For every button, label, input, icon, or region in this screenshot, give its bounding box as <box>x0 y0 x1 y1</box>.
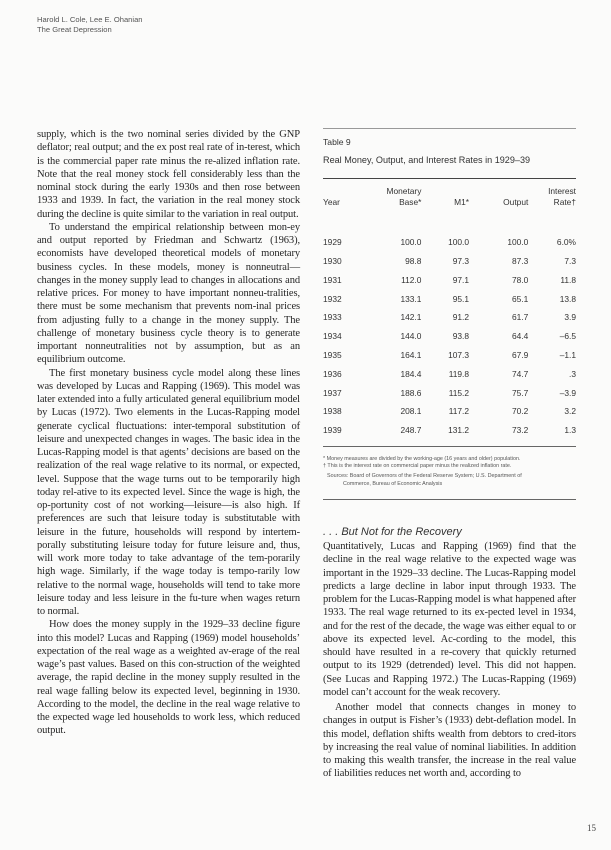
interest-rate-cell: 7.3 <box>564 255 576 266</box>
table-row <box>323 327 576 346</box>
year-cell: 1932 <box>323 293 342 304</box>
note-sources: Sources: Board of Governors of the Federal Reserve System; U.S. Department of <box>327 473 522 480</box>
col-header-monetary-base: Monetary Base* <box>386 186 422 207</box>
note-sources-cont: Commerce, Bureau of Economic Analysis <box>343 480 443 487</box>
m1-cell: 107.3 <box>448 349 470 360</box>
year-cell: 1931 <box>323 274 342 285</box>
table-row <box>323 289 576 308</box>
interest-rate-cell: –1.1 <box>559 349 576 360</box>
m1-cell: 100.0 <box>448 237 470 248</box>
m1-cell: 97.3 <box>452 255 470 266</box>
output-cell: 61.7 <box>512 312 529 323</box>
monetary-base-cell: 164.1 <box>400 349 422 360</box>
running-header <box>37 15 143 35</box>
header-authors: Harold L. Cole, Lee E. Ohanian <box>37 15 143 24</box>
table-spacer <box>323 214 576 233</box>
m1-cell: 93.8 <box>452 331 470 342</box>
col-header-interest-rate: Interest Rate† <box>548 186 576 207</box>
monetary-base-cell: 208.1 <box>400 406 422 417</box>
right-column-text <box>323 525 576 781</box>
paragraph: The first monetary business cycle model along these lines was developed by Lucas and Rapping (1969). This model was later extended into a fully articulated general equilibrium model by Lucas (1972). Two elements in the Lucas-Rapping model generate cyclical fluctuations: inter-temporal substitution of leisure and unexpected changes in wages. The basic idea in the Lucas-Rapping model is that agents’ decisions are based on the realization of the real wage relative to its normal, or expected, level. Suppose that the wage turns out to be temporarily high today rel-ative to its expected level. Since the wage is high, the op-portunity cost of not working—leisure—is also high. If preferences are such that leisure today is substitutable with leisure in the future, households will respond by intertem-porally substituting leisure today for future leisure and, thus, will work more today to take advantage of the tem-porarily high wage. Similarly, if the wage today is tempo-rarily low relative to the normal wage, households will tend to take more leisure today and less leisure in the fu-ture when wages return to normal. <box>37 367 300 617</box>
table-title: Real Money, Output, and Interest Rates in 1929–39 <box>323 155 531 165</box>
section-heading: . . . But Not for the Recovery <box>323 526 462 538</box>
table-row <box>323 233 576 252</box>
monetary-base-cell: 248.7 <box>400 425 422 436</box>
output-cell: 64.4 <box>512 331 529 342</box>
interest-rate-cell: –6.5 <box>559 331 576 342</box>
table-row <box>323 402 576 421</box>
m1-cell: 119.8 <box>448 368 470 379</box>
output-cell: 75.7 <box>512 387 529 398</box>
header-title: The Great Depression <box>37 25 112 34</box>
output-cell: 73.2 <box>512 425 529 436</box>
table-row <box>323 383 576 402</box>
table-9 <box>323 128 576 500</box>
table-row <box>323 270 576 289</box>
year-cell: 1929 <box>323 237 342 248</box>
interest-rate-cell: 1.3 <box>564 425 576 436</box>
output-cell: 67.9 <box>512 349 529 360</box>
interest-rate-cell: 13.8 <box>559 293 576 304</box>
table-row <box>323 252 576 271</box>
output-cell: 70.2 <box>512 406 529 417</box>
data-table <box>323 179 576 440</box>
monetary-base-cell: 188.6 <box>400 387 422 398</box>
monetary-base-cell: 144.0 <box>400 331 422 342</box>
table-bottom-rule <box>323 446 576 447</box>
year-cell: 1937 <box>323 387 342 398</box>
monetary-base-cell: 98.8 <box>405 255 422 266</box>
m1-cell: 97.1 <box>452 274 470 285</box>
paragraph: Another model that connects changes in money to changes in output is Fisher’s (1933) debt-deflation model. In this model, deflation shifts wealth from debtors to cred-itors by increasing the real value of nominal liabilities. In addition to making this wealth transfer, the increase in the real value of liabilities reduces net worth and, according to <box>323 702 576 780</box>
output-cell: 100.0 <box>507 237 529 248</box>
table-header-row <box>323 179 576 214</box>
monetary-base-cell: 112.0 <box>401 274 422 285</box>
output-cell: 87.3 <box>512 255 529 266</box>
year-cell: 1933 <box>323 312 342 323</box>
year-cell: 1936 <box>323 368 342 379</box>
m1-cell: 131.2 <box>448 425 470 436</box>
paragraph: To understand the empirical relationship between mon-ey and output reported by Friedman and Schwartz (1963), economists have developed theoretical models of monetary business cycles. In these models, money is nonneutral— changes in the money supply lead to changes in allocations and relative prices. For money to have important nonneu-tralities, there must be some mechanism that prevents nom-inal prices from adjusting fully to a change in the money supply. The challenge of monetary business cycle theory is to generate important nonneutralities not by assumption, but as an equilibrium outcome. <box>37 221 300 366</box>
table-row <box>323 421 576 440</box>
year-cell: 1934 <box>323 331 342 342</box>
col-header-year: Year <box>323 197 340 207</box>
table-body <box>323 214 576 440</box>
m1-cell: 91.2 <box>452 312 470 323</box>
table-row <box>323 346 576 365</box>
year-cell: 1938 <box>323 406 342 417</box>
note-money-measures: * Money measures are divided by the working-age (16 years and older) population. <box>323 455 521 462</box>
year-cell: 1939 <box>323 425 342 436</box>
interest-rate-cell: .3 <box>569 368 576 379</box>
page-number: 15 <box>587 823 596 833</box>
monetary-base-cell: 100.0 <box>400 237 422 248</box>
year-cell: 1935 <box>323 349 342 360</box>
interest-rate-cell: 3.9 <box>564 312 576 323</box>
interest-rate-cell: 3.2 <box>564 406 576 417</box>
m1-cell: 115.2 <box>448 387 470 398</box>
col-header-m1: M1* <box>454 197 470 207</box>
table-row <box>323 364 576 383</box>
output-cell: 74.7 <box>512 368 529 379</box>
output-cell: 65.1 <box>512 293 529 304</box>
col-header-output: Output <box>503 197 529 207</box>
year-cell: 1930 <box>323 255 342 266</box>
monetary-base-cell: 142.1 <box>400 312 422 323</box>
note-interest-rate: † This is the interest rate on commercial paper minus the realized inflation rate. <box>323 462 512 469</box>
table-label: Table 9 <box>323 137 351 147</box>
m1-cell: 95.1 <box>452 293 470 304</box>
table-row <box>323 308 576 327</box>
m1-cell: 117.2 <box>448 406 470 417</box>
monetary-base-cell: 133.1 <box>400 293 422 304</box>
paragraph: supply, which is the two nominal series divided by the GNP deflator; real output; and the ex post real rate of in-terest, which is the commercial paper rate minus the re-alized inflation rate. Note that the real money stock fell considerably less than the nominal stock during the early 1930s and then rose between 1933 and 1939. In fact, the variation in the real money stock during the decline is quite similar to the variation in real output. <box>37 129 300 220</box>
table-notes <box>323 456 576 489</box>
paragraph: How does the money supply in the 1929–33 decline figure into this model? Lucas and Rapping (1969) model households’ expectation of the real wage as a weighted av-erage of the real wage’s past values. Based on this con-struction of the weighted average, the rapid decline in the money supply resulted in the real wage falling below its expected level, beginning in 1930. According to the model, the decline in the real wage relative to the expected wage led households to work less, which reduced output. <box>37 619 300 737</box>
interest-rate-cell: –3.9 <box>559 387 576 398</box>
interest-rate-cell: 6.0% <box>556 237 576 248</box>
left-column <box>37 128 300 738</box>
monetary-base-cell: 184.4 <box>400 368 422 379</box>
table-top-rule <box>323 128 576 129</box>
output-cell: 78.0 <box>512 274 529 285</box>
notes-bottom-rule <box>323 499 576 500</box>
paragraph: Quantitatively, Lucas and Rapping (1969) find that the decline in the real wage relative to the expected wage was important in the 1929–33 decline. The Lucas-Rapping model predicts a large decline in labor input through 1933. The problem for the Lucas-Rapping model is what happened after 1933. The real wage returned to its ex-pected level in 1934, and for the rest of the decade, the wage was either equal to or above its expected level. Ac-cording to the model, this should have resulted in a re-covery that quickly returned output to its 1929 (detrended) level. This did not happen. (See Lucas and Rapping 1972.) The Lucas-Rapping (1969) model can’t account for the weak recovery. <box>323 541 576 698</box>
interest-rate-cell: 11.8 <box>560 274 576 285</box>
